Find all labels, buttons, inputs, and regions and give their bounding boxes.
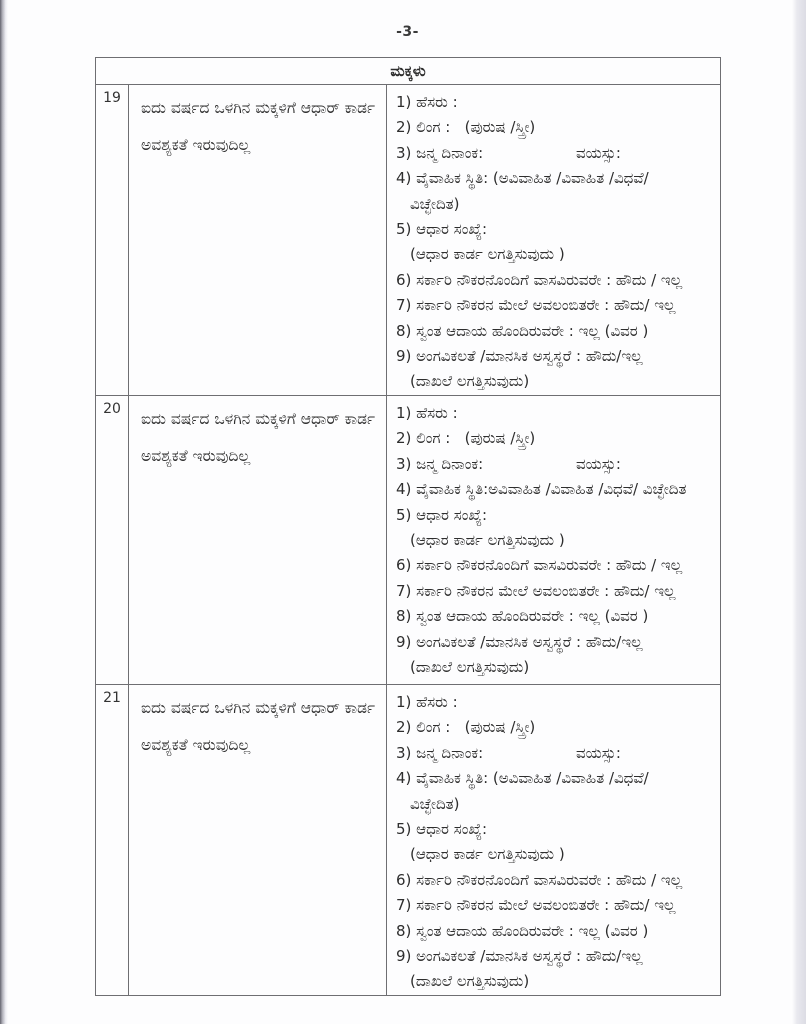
form-item-line: [396, 817, 716, 842]
form-item-line: [396, 690, 716, 715]
form-item-text: 4) ವೈವಾಹಿಕ ಸ್ಥಿತಿ:ಅವಿವಾಹಿತ /ವಿವಾಹಿತ /ವಿಧವೆ/ ವಿಚ್ಛೇದಿತ: [396, 480, 687, 499]
form-item-text: 1) ಹೆಸರು :: [396, 93, 458, 111]
form-item-text: 5) ಆಧಾರ ಸಂಖ್ಯೆ:: [396, 505, 488, 524]
table-header-row: [96, 58, 721, 85]
form-item-line: [396, 919, 716, 944]
form-item-text: ವಿಚ್ಛೇದಿತ): [410, 794, 460, 813]
form-item-line: [396, 528, 716, 553]
form-item-line: [396, 217, 716, 242]
row-items-cell: [387, 85, 721, 396]
form-item-text: 8) ಸ್ವಂತ ಆದಾಯ ಹೊಂದಿರುವರೇ : ಇಲ್ಲ (ವಿವರ ): [396, 921, 649, 940]
form-item-line: [396, 792, 716, 817]
form-item-text: 7) ಸರ್ಕಾರಿ ನೌಕರನ ಮೇಲೆ ಅವಲಂಬಿತರೇ : ಹೌದು/ ಇಲ್ಲ: [396, 896, 676, 915]
table-row: [96, 684, 721, 995]
description-line: ಅವಶ್ಯಕತೆ ಇರುವುದಿಲ್ಲ: [141, 735, 251, 754]
form-item-line: [396, 141, 716, 166]
form-item-right-label: ವಯಸ್ಸು:: [576, 743, 621, 762]
form-item-text: (ಆಧಾರ ಕಾರ್ಡ ಲಗತ್ತಿಸುವುದು ): [410, 245, 565, 264]
form-item-line: [396, 166, 716, 191]
table-header-title: ಮಕ್ಕಳು: [96, 58, 721, 85]
form-item-line: [396, 268, 716, 293]
form-item-line: [396, 715, 716, 740]
form-item-line: [396, 426, 716, 451]
form-item-text: 3) ಜನ್ಮ ದಿನಾಂಕ:: [396, 143, 484, 162]
form-item-text: (ದಾಖಲೆ ಲಗತ್ತಿಸುವುದು): [410, 372, 530, 391]
form-item-line: [396, 319, 716, 344]
description-line: ಐದು ವರ್ಷದ ಒಳಗಿನ ಮಕ್ಕಳಿಗೆ ಆಧಾರ್ ಕಾರ್ಡ: [141, 99, 375, 117]
form-item-text: (ಆಧಾರ ಕಾರ್ಡ ಲಗತ್ತಿಸುವುದು ): [410, 530, 565, 549]
row-number: 21: [96, 684, 129, 995]
form-item-text: 1) ಹೆಸರು :: [396, 403, 458, 422]
scan-artifact-left-edge: [0, 0, 8, 1024]
description-line: ಐದು ವರ್ಷದ ಒಳಗಿನ ಮಕ್ಕಳಿಗೆ ಆಧಾರ್ ಕಾರ್ಡ: [141, 409, 375, 428]
form-item-line: [396, 553, 716, 578]
form-item-line: [396, 766, 716, 791]
form-item-text: 3) ಜನ್ಮ ದಿನಾಂಕ:: [396, 454, 484, 473]
row-items-cell: [387, 684, 721, 995]
form-item-line: [396, 242, 716, 267]
form-item-text: 6) ಸರ್ಕಾರಿ ನೌಕರನೊಂದಿಗೆ ವಾಸವಿರುವರೇ : ಹೌದು / ಇಲ್ಲ: [396, 556, 683, 575]
form-item-text: 6) ಸರ್ಕಾರಿ ನೌಕರನೊಂದಿಗೆ ವಾಸವಿರುವರೇ : ಹೌದು / ಇಲ್ಲ: [396, 270, 683, 289]
form-item-line: [396, 893, 716, 918]
children-form-table: [95, 57, 721, 996]
form-item-line: [396, 604, 716, 629]
form-item-line: [396, 579, 716, 604]
form-item-line: [396, 369, 716, 394]
form-item-text: 2) ಲಿಂಗ : (ಪುರುಷ /ಸ್ತ್ರೀ): [396, 118, 536, 137]
row-description-cell: [129, 684, 387, 995]
form-item-line: [396, 192, 716, 217]
form-item-line: [396, 115, 716, 140]
form-item-line: [396, 90, 716, 115]
description-line: ಐದು ವರ್ಷದ ಒಳಗಿನ ಮಕ್ಕಳಿಗೆ ಆಧಾರ್ ಕಾರ್ಡ: [141, 698, 375, 717]
form-item-text: 8) ಸ್ವಂತ ಆದಾಯ ಹೊಂದಿರುವರೇ : ಇಲ್ಲ (ವಿವರ ): [396, 321, 649, 340]
row-items-cell: [387, 395, 721, 684]
form-item-text: 1) ಹೆಸರು :: [396, 692, 458, 711]
row-number: 19: [96, 85, 129, 396]
form-item-text: 8) ಸ್ವಂತ ಆದಾಯ ಹೊಂದಿರುವರೇ : ಇಲ್ಲ (ವಿವರ ): [396, 607, 649, 626]
form-item-text: 7) ಸರ್ಕಾರಿ ನೌಕರನ ಮೇಲೆ ಅವಲಂಬಿತರೇ : ಹೌದು/ ಇಲ್ಲ: [396, 296, 676, 315]
form-item-line: [396, 969, 716, 994]
form-item-line: [396, 503, 716, 528]
form-item-line: [396, 293, 716, 318]
form-item-text: 2) ಲಿಂಗ : (ಪುರುಷ /ಸ್ತ್ರೀ): [396, 718, 536, 737]
table-row: [96, 395, 721, 684]
form-item-line: [396, 868, 716, 893]
form-item-text: 7) ಸರ್ಕಾರಿ ನೌಕರನ ಮೇಲೆ ಅವಲಂಬಿತರೇ : ಹೌದು/ ಇಲ್ಲ: [396, 581, 676, 600]
description-line: ಅವಶ್ಯಕತೆ ಇರುವುದಿಲ್ಲ: [141, 446, 251, 465]
form-item-line: [396, 477, 716, 502]
form-item-line: [396, 452, 716, 477]
scan-artifact-right-edge: [792, 0, 806, 1024]
form-item-text: 4) ವೈವಾಹಿಕ ಸ್ಥಿತಿ: (ಅವಿವಾಹಿತ /ವಿವಾಹಿತ /ವಿಧವೆ/: [396, 169, 649, 188]
form-item-text: (ದಾಖಲೆ ಲಗತ್ತಿಸುವುದು): [410, 657, 530, 676]
description-line: ಅವಶ್ಯಕತೆ ಇರುವುದಿಲ್ಲ: [141, 136, 251, 154]
form-item-line: [396, 344, 716, 369]
form-item-line: [396, 655, 716, 680]
form-item-text: (ದಾಖಲೆ ಲಗತ್ತಿಸುವುದು): [410, 972, 530, 991]
form-item-line: [396, 401, 716, 426]
page-number: -3-: [396, 24, 419, 40]
form-item-line: [396, 741, 716, 766]
form-item-text: ವಿಚ್ಛೇದಿತ): [410, 194, 460, 213]
form-item-line: [396, 842, 716, 867]
form-item-text: 9) ಅಂಗವಿಕಲತೆ /ಮಾನಸಿಕ ಅಸ್ವಸ್ಥರೆ : ಹೌದು/ಇಲ್ಲ: [396, 946, 643, 965]
form-item-text: (ಆಧಾರ ಕಾರ್ಡ ಲಗತ್ತಿಸುವುದು ): [410, 845, 565, 864]
row-number: 20: [96, 395, 129, 684]
form-item-text: 5) ಆಧಾರ ಸಂಖ್ಯೆ:: [396, 819, 488, 838]
row-description-cell: [129, 85, 387, 396]
row-description-cell: [129, 395, 387, 684]
form-item-text: 6) ಸರ್ಕಾರಿ ನೌಕರನೊಂದಿಗೆ ವಾಸವಿರುವರೇ : ಹೌದು / ಇಲ್ಲ: [396, 870, 683, 889]
table-row: [96, 85, 721, 396]
form-item-right-label: ವಯಸ್ಸು:: [576, 454, 621, 473]
form-item-line: [396, 630, 716, 655]
form-item-text: 2) ಲಿಂಗ : (ಪುರುಷ /ಸ್ತ್ರೀ): [396, 429, 536, 448]
form-item-text: 5) ಆಧಾರ ಸಂಖ್ಯೆ:: [396, 220, 488, 239]
form-item-right-label: ವಯಸ್ಸು:: [576, 143, 621, 162]
form-item-text: 4) ವೈವಾಹಿಕ ಸ್ಥಿತಿ: (ಅವಿವಾಹಿತ /ವಿವಾಹಿತ /ವಿಧವೆ/: [396, 769, 649, 788]
form-item-text: 9) ಅಂಗವಿಕಲತೆ /ಮಾನಸಿಕ ಅಸ್ವಸ್ಥರೆ : ಹೌದು/ಇಲ್ಲ: [396, 347, 643, 366]
form-item-text: 3) ಜನ್ಮ ದಿನಾಂಕ:: [396, 743, 484, 762]
form-item-line: [396, 944, 716, 969]
form-item-text: 9) ಅಂಗವಿಕಲತೆ /ಮಾನಸಿಕ ಅಸ್ವಸ್ಥರೆ : ಹೌದು/ಇಲ್ಲ: [396, 632, 643, 651]
